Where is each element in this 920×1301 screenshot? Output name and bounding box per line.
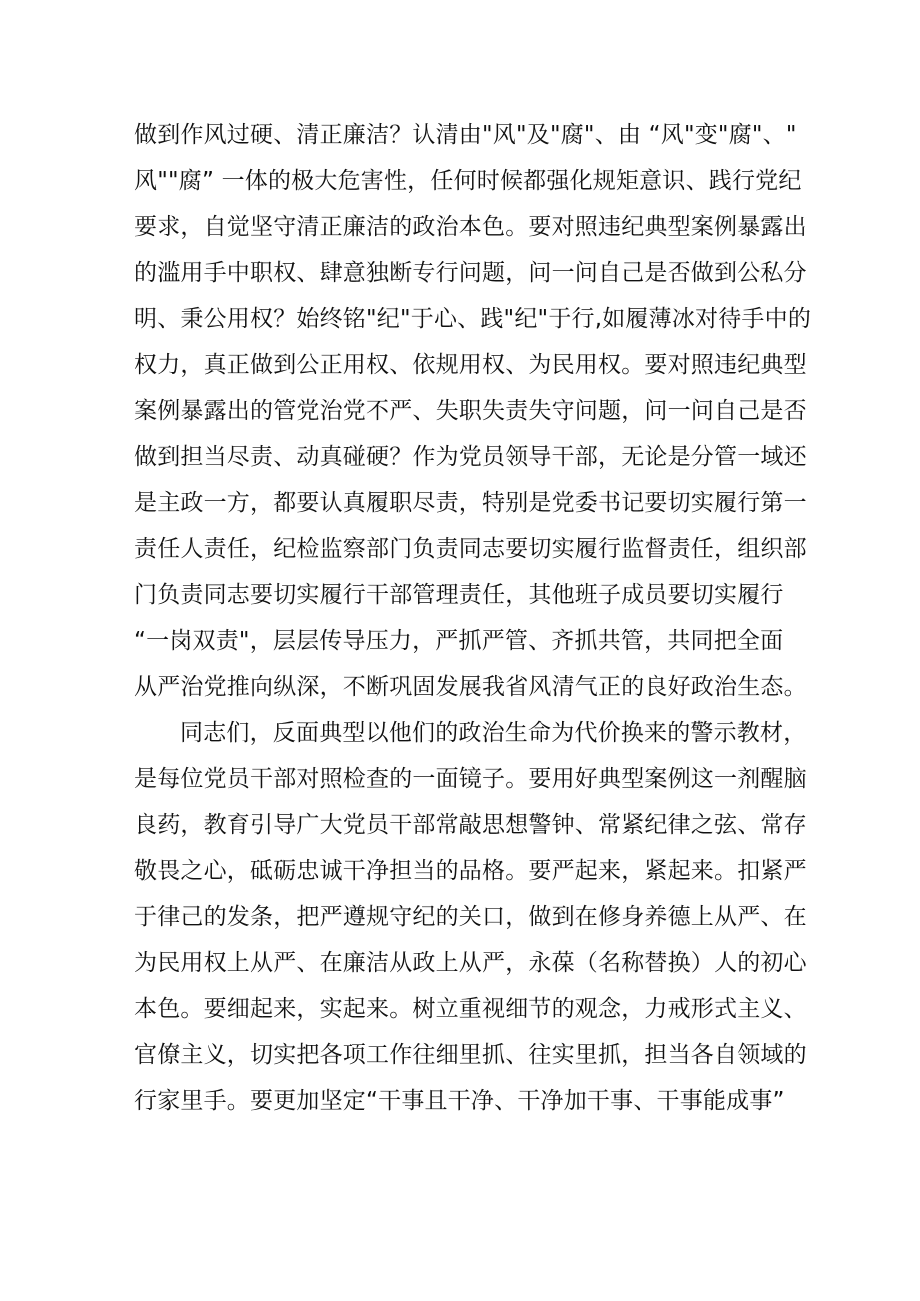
text-line: “一岗双责"，层层传导压力，严抓严管、齐抓共管，共同把全面 bbox=[134, 628, 784, 654]
body-text bbox=[134, 112, 812, 1124]
text-line: 从严治党推向纵深，不断巩固发展我省风清气正的良好政治生态。 bbox=[134, 674, 807, 700]
text-line: 做到担当尽责、动真碰硬？作为党员领导干部，无论是分管一域还 bbox=[134, 444, 807, 470]
text-line: 为民用权上从严、在廉洁从政上从严，永葆（名称替换）人的初心 bbox=[134, 950, 807, 976]
text-line: 官僚主义，切实把各项工作往细里抓、往实里抓，担当各自领域的 bbox=[134, 1042, 807, 1068]
text-line: 做到作风过硬、清正廉洁？认清由"风"及"腐"、由 “风"变"腐"、" bbox=[134, 122, 797, 148]
text-line: 风""腐” 一体的极大危害性，任何时候都强化规矩意识、践行党纪 bbox=[134, 168, 802, 194]
text-line: 权力，真正做到公正用权、依规用权、为民用权。要对照违纪典型 bbox=[134, 352, 807, 378]
text-line: 案例暴露出的管党治党不严、失职失责失守问题，问一问自己是否 bbox=[134, 398, 807, 424]
text-line: 是每位党员干部对照检查的一面镜子。要用好典型案例这一剂醒脑 bbox=[134, 766, 807, 792]
text-line: 责任人责任，纪检监察部门负责同志要切实履行监督责任，组织部 bbox=[134, 536, 807, 562]
text-line: 于律己的发条，把严遵规守纪的关口，做到在修身养德上从严、在 bbox=[134, 904, 807, 930]
text-line: 的滥用手中职权、肆意独断专行问题，问一问自己是否做到公私分 bbox=[134, 260, 807, 286]
text-line: 本色。要细起来，实起来。树立重视细节的观念，力戒形式主义、 bbox=[134, 996, 807, 1022]
paragraph-start-line: 同志们，反面典型以他们的政治生命为代价换来的警示教材， bbox=[180, 720, 807, 746]
text-line: 明、秉公用权？始终铭"纪"于心、践"纪"于行,如履薄冰对待手中的 bbox=[134, 306, 812, 332]
text-line: 良药，教育引导广大党员干部常敲思想警钟、常紧纪律之弦、常存 bbox=[134, 812, 807, 838]
text-line: 敬畏之心，砥砺忠诚干净担当的品格。要严起来，紧起来。扣紧严 bbox=[134, 858, 807, 884]
text-line: 门负责同志要切实履行干部管理责任，其他班子成员要切实履行 bbox=[134, 582, 784, 608]
text-line: 行家里手。要更加坚定“干事且干净、干净加干事、干事能成事” bbox=[134, 1088, 785, 1114]
text-line: 是主政一方，都要认真履职尽责，特别是党委书记要切实履行第一 bbox=[134, 490, 807, 516]
text-line: 要求，自觉坚守清正廉洁的政治本色。要对照违纪典型案例暴露出 bbox=[134, 214, 807, 240]
